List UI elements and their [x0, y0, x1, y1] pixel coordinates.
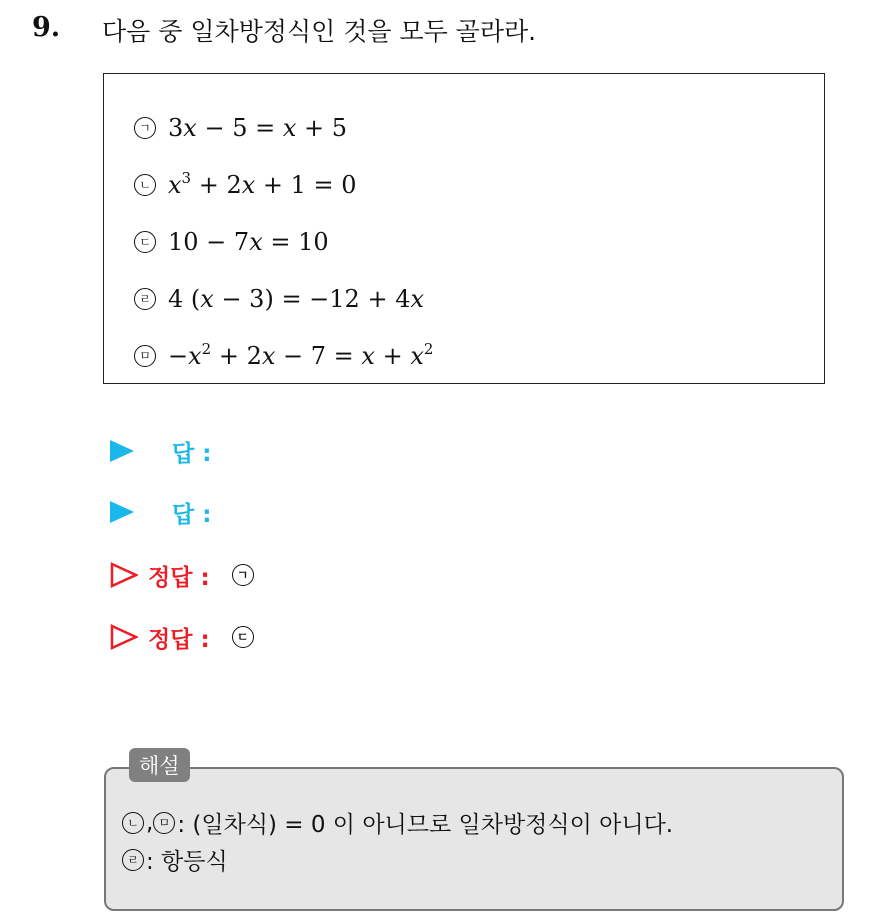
explanation-text: : (일차식) = 0 이 아니므로 일차방정식이 아니다. — [177, 812, 674, 838]
options-box — [103, 73, 825, 384]
answer-label: 답 : — [172, 501, 212, 528]
answer-row-1 — [110, 431, 211, 471]
equation: $x^3 + 2x + 1 = 0$ — [168, 169, 357, 199]
explanation-line-1 — [122, 806, 673, 839]
circled-marker: ㄴ — [134, 174, 156, 196]
circled-marker: ㄱ — [134, 117, 156, 139]
filled-triangle-icon — [110, 501, 134, 523]
correct-label: 정답 : — [148, 626, 210, 653]
option-4 — [134, 279, 424, 319]
circled-marker: ㄷ — [134, 231, 156, 253]
correct-answer-marker: ㄱ — [232, 564, 254, 586]
correct-row-2 — [110, 617, 266, 657]
outline-triangle-icon — [110, 624, 138, 650]
correct-answer-marker: ㄷ — [232, 626, 254, 648]
explanation-box — [104, 767, 844, 911]
circled-marker: ㄹ — [122, 849, 144, 871]
answer-row-2 — [110, 492, 211, 532]
option-2 — [134, 165, 357, 205]
circled-marker: ㅁ — [153, 812, 175, 834]
option-5 — [134, 336, 433, 376]
equation: 10 − 7x = 10 — [168, 228, 329, 256]
answer-label: 답 : — [172, 440, 212, 467]
equation: 3x − 5 = x + 5 — [168, 114, 348, 142]
question-number: 9. — [32, 12, 61, 43]
explanation-line-2 — [122, 843, 228, 876]
equation: $-x^2 + 2x - 7 = x + x^2$ — [168, 340, 434, 370]
option-1 — [134, 108, 347, 148]
circled-marker: ㅁ — [134, 345, 156, 367]
question-text: 다음 중 일차방정식인 것을 모두 골라라. — [102, 17, 537, 46]
explanation-text: : 항등식 — [146, 849, 228, 875]
option-3 — [134, 222, 329, 262]
outline-triangle-icon — [110, 562, 138, 588]
filled-triangle-icon — [110, 440, 134, 462]
circled-marker: ㄹ — [134, 288, 156, 310]
separator: , — [146, 809, 154, 836]
explanation-tab: 해설 — [129, 748, 190, 782]
correct-row-1 — [110, 555, 266, 595]
correct-label: 정답 : — [148, 564, 210, 591]
circled-marker: ㄴ — [122, 812, 144, 834]
equation: 4 (x − 3) = −12 + 4x — [168, 285, 425, 313]
